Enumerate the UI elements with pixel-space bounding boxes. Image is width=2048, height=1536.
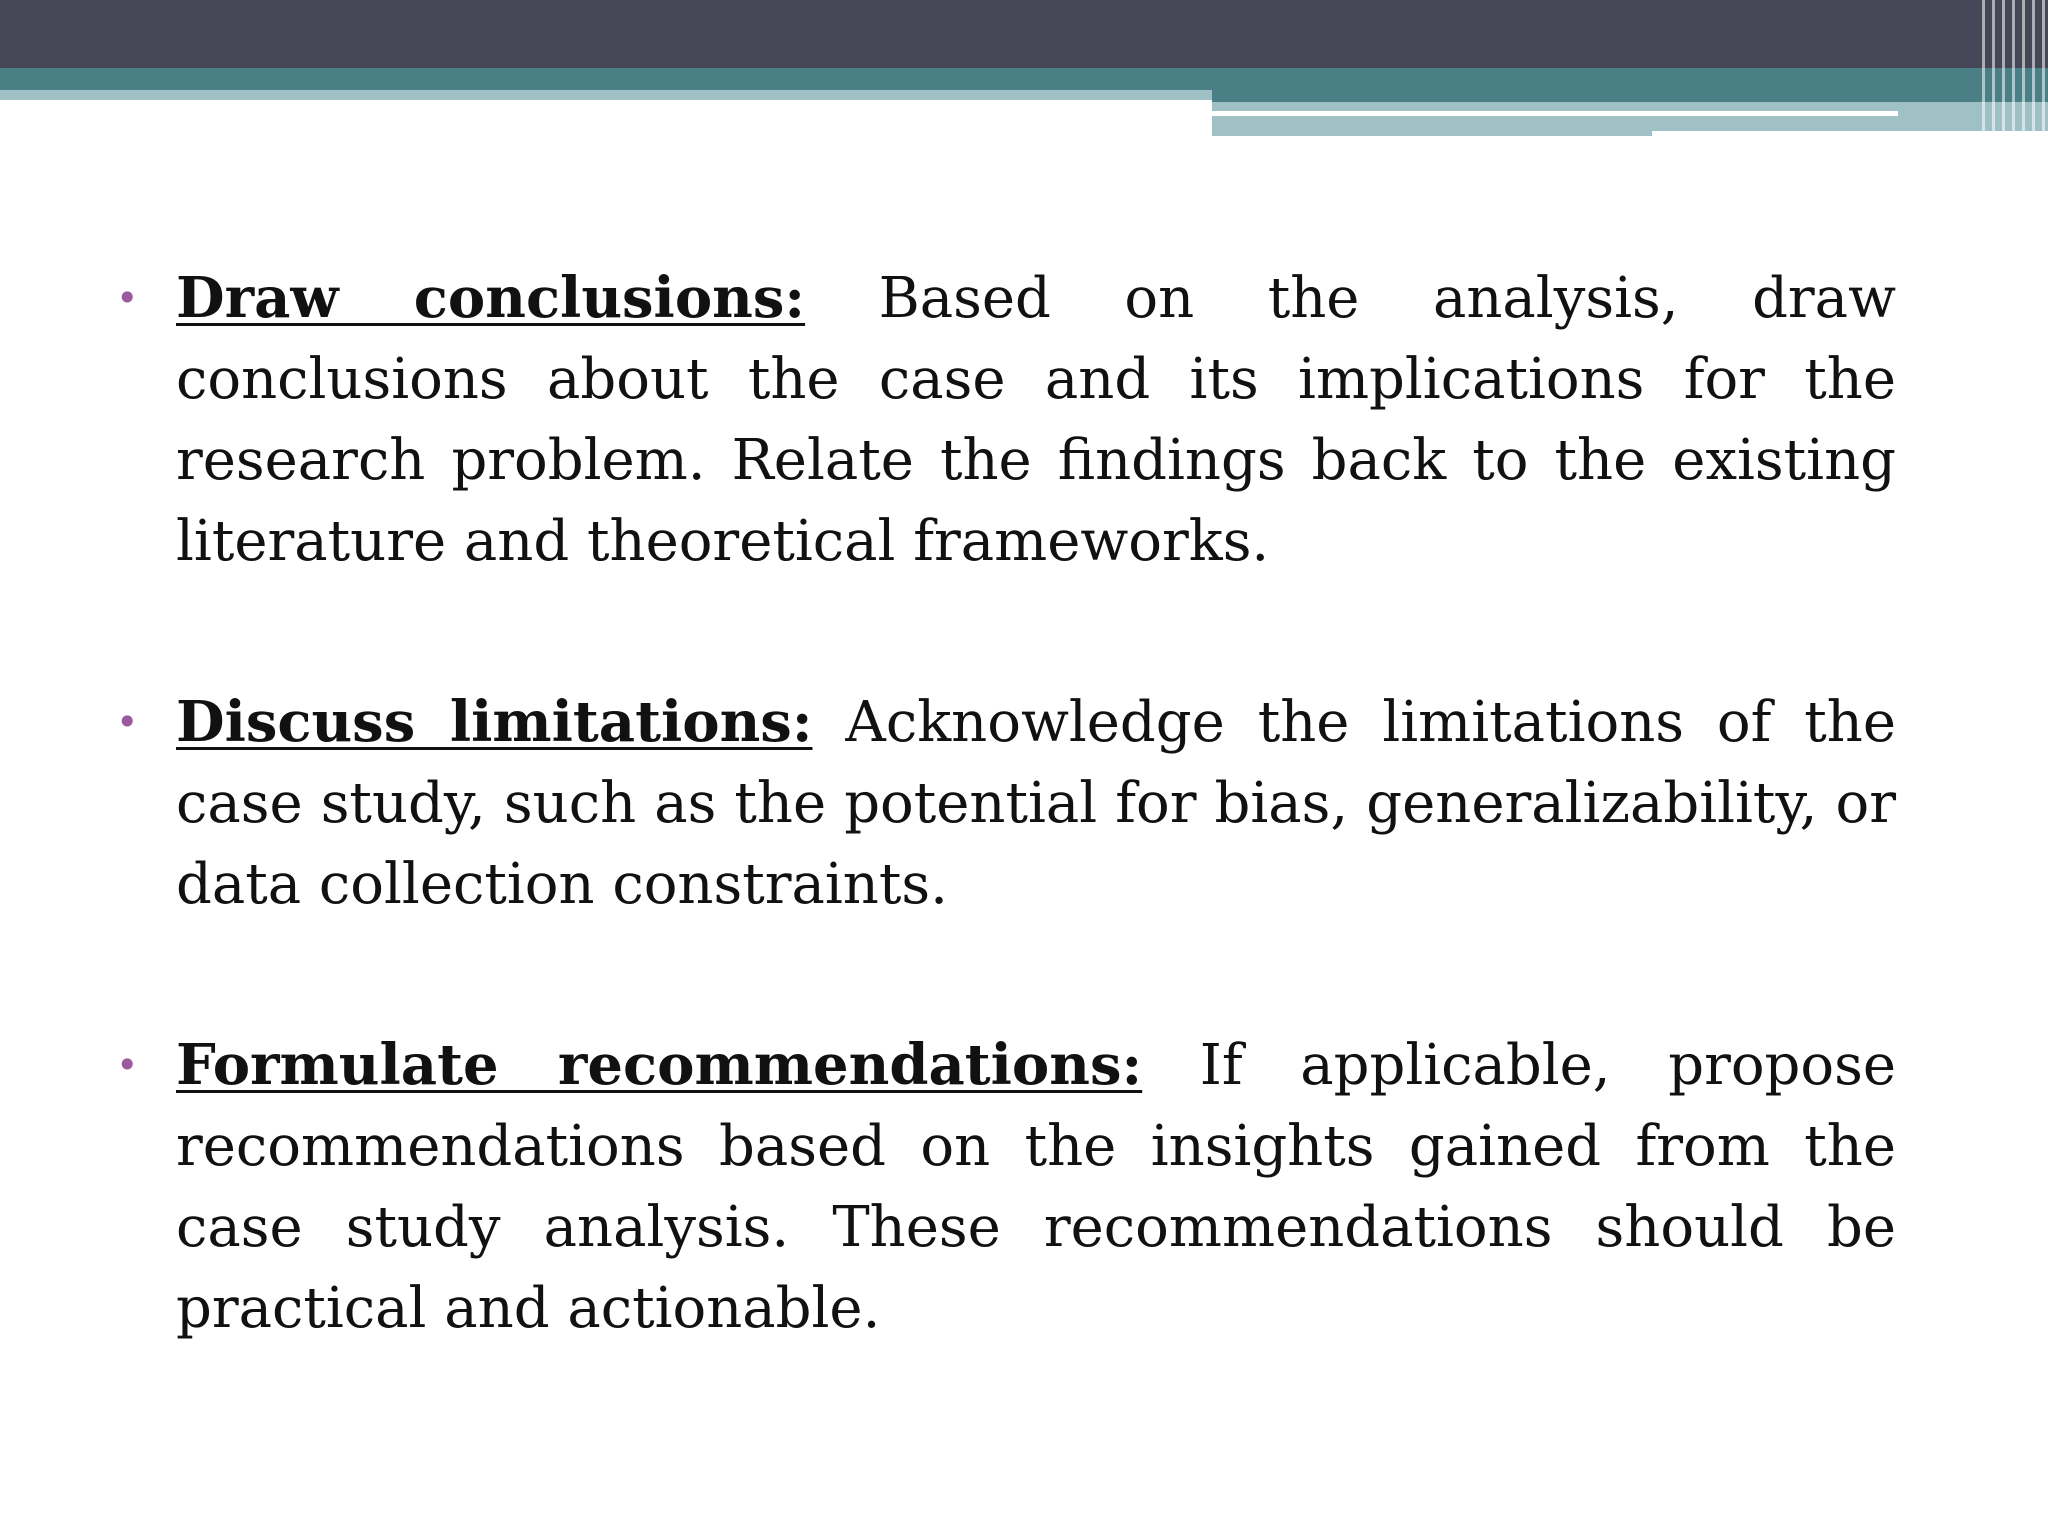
bullet-text: If applicable, propose recommendations based on the insights gained from the case study analysis. These recommendations should be practical and actionable. [176,1033,1896,1341]
bullet-formulate-recommendations [112,1025,1896,1349]
header-band-light-left [0,90,1212,100]
bullet-dot-icon: • [116,1043,139,1087]
header-band-teal-right [1212,90,2048,102]
slide-body [112,258,1896,1349]
bullet-dot-icon: • [116,700,139,744]
bullet-discuss-limitations [112,682,1896,925]
bullet-text: Acknowledge the limitations of the case study, such as the potential for bias, generalizability, or data collection constraints. [176,690,1897,917]
bullet-text: Based on the analysis, draw conclusions about the case and its implications for the research problem. Relate the findings back to the existing literature and theoretical frameworks. [176,266,1897,574]
header-accent-line [1212,111,1898,116]
bullet-term: Discuss limitations: [176,689,813,755]
header-stripes [1982,0,2048,136]
bullet-draw-conclusions [112,258,1896,582]
bullet-term: Draw conclusions: [176,265,806,331]
header-band-teal [0,68,2048,90]
header-band-dark [0,0,2048,68]
bullet-term: Formulate recommendations: [176,1032,1143,1098]
bullet-dot-icon: • [116,276,139,320]
